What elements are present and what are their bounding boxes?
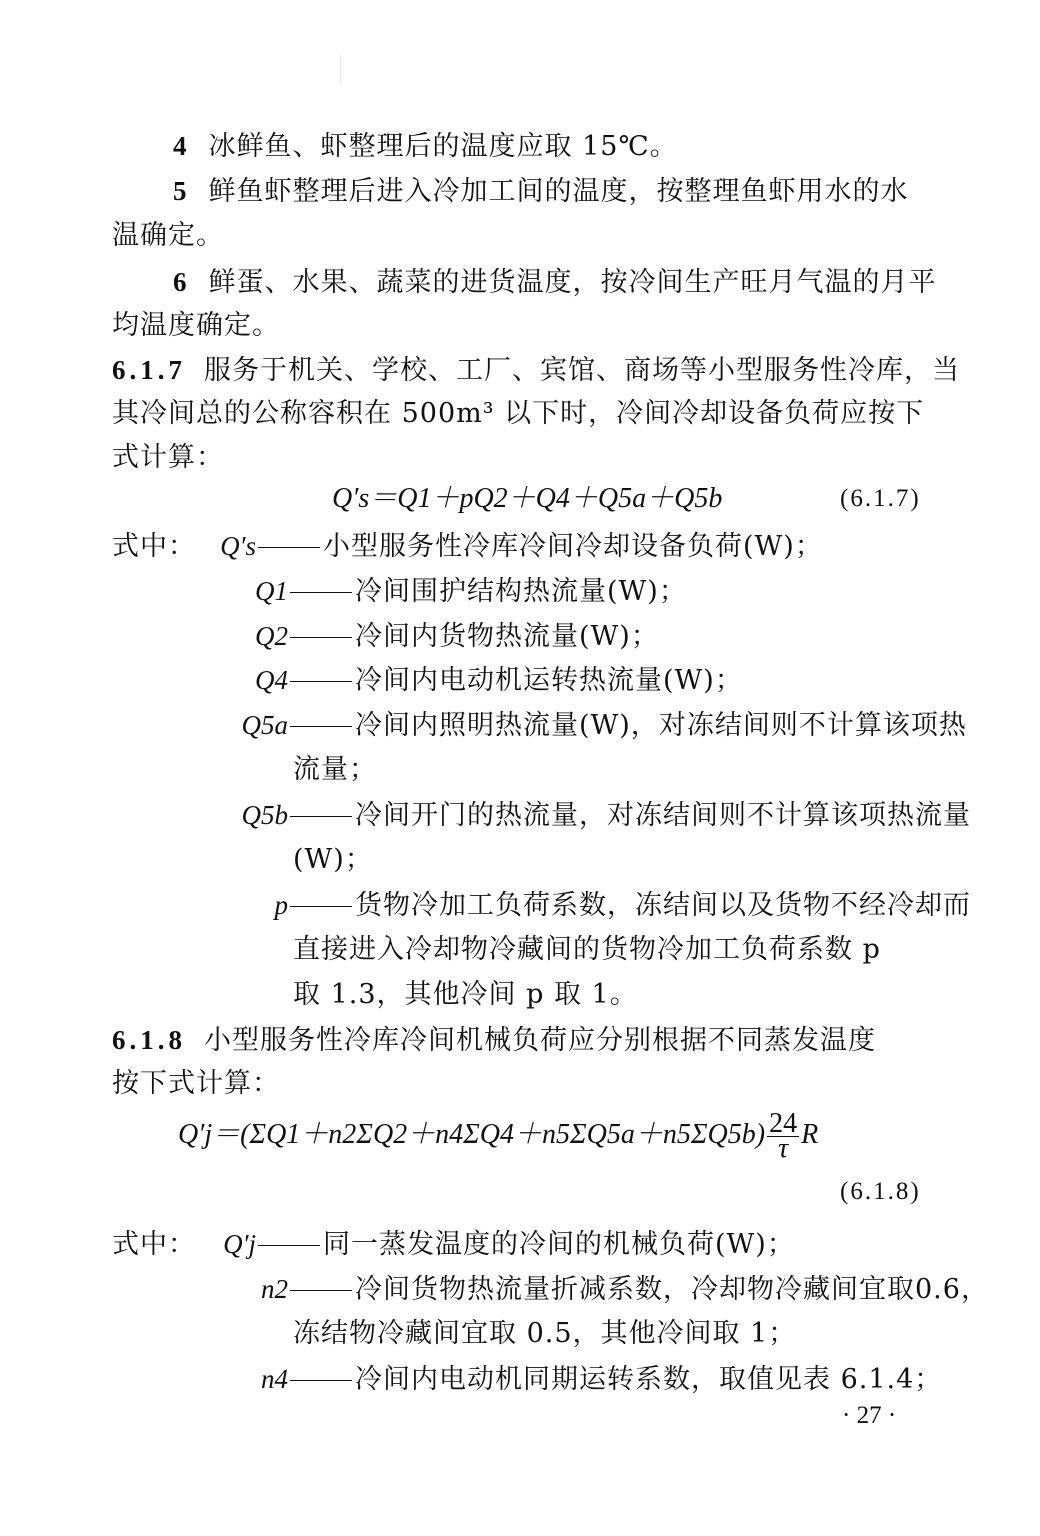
definition-text: 小型服务性冷库冷间冷却设备负荷(W)；	[323, 531, 823, 562]
item-text: 冰鲜鱼、虾整理后的温度应取 15℃。	[208, 131, 678, 162]
def-q2	[190, 618, 659, 655]
symbol: Q5b	[241, 800, 288, 830]
def-q-j	[112, 1226, 795, 1263]
definition-text: 冷间围护结构热流量(W)；	[355, 576, 687, 607]
symbol: Q1	[255, 576, 288, 606]
def-q5b-cont: (W)；	[293, 844, 373, 875]
where-label: 式中：	[112, 531, 196, 562]
definition-text: 同一蒸发温度的冷间的机械负荷(W)；	[323, 1229, 795, 1260]
symbol: p	[274, 890, 288, 920]
def-p-cont: 直接进入冷却物冷藏间的货物冷加工负荷系数 p	[293, 934, 881, 965]
em-dash	[290, 592, 352, 594]
section-617-line-1	[112, 352, 960, 389]
fraction	[767, 1108, 799, 1165]
em-dash	[258, 1245, 320, 1247]
def-q1	[190, 573, 687, 610]
definition-text: 冷间内照明热流量(W)，对冻结间则不计算该项热	[355, 710, 967, 741]
definition-text: 货物冷加工负荷系数，冻结间以及货物不经冷却而	[355, 890, 971, 921]
item-text: 鲜蛋、水果、蔬菜的进货温度，按冷间生产旺月气温的月平	[208, 267, 937, 298]
section-text: 小型服务性冷库冷间机械负荷应分别根据不同蒸发温度	[204, 1025, 876, 1056]
symbol: Q′s	[220, 531, 256, 561]
def-q5a-cont: 流量；	[293, 754, 377, 785]
item-5-line-1	[173, 173, 909, 210]
section-618-line-2: 按下式计算：	[112, 1068, 280, 1099]
section-617-line-2: 其冷间总的公称容积在 500m³ 以下时，冷间冷却设备负荷应按下	[112, 398, 925, 429]
em-dash	[290, 1290, 352, 1292]
definition-text: 冷间内电动机运转热流量(W)；	[355, 665, 743, 696]
def-q4	[190, 662, 743, 699]
item-6-line-1	[173, 264, 937, 301]
where-label: 式中：	[112, 1229, 196, 1260]
definition-text: 冷间货物热流量折减系数，冷却物冷藏间宜取0.6，	[355, 1274, 989, 1305]
formula-main: Q′j＝(ΣQ1＋n2ΣQ2＋n4ΣQ4＋n5ΣQ5a＋n5ΣQ5b)	[178, 1119, 766, 1150]
symbol: Q2	[255, 621, 288, 651]
symbol: Q4	[255, 665, 288, 695]
fraction-denominator: τ	[778, 1133, 789, 1165]
item-5-line-2: 温确定。	[112, 220, 224, 251]
fraction-numerator: 24	[769, 1108, 798, 1140]
item-6-line-2: 均温度确定。	[112, 310, 280, 341]
em-dash	[290, 681, 352, 683]
definition-text: 冷间内货物热流量(W)；	[355, 621, 659, 652]
equation-number: (6.1.8)	[840, 1178, 921, 1205]
em-dash	[290, 726, 352, 728]
symbol: Q′j	[223, 1229, 256, 1259]
em-dash	[290, 906, 352, 908]
symbol: n2	[261, 1274, 288, 1304]
def-q-s	[112, 528, 823, 565]
em-dash	[258, 547, 320, 549]
formula-tail: R	[801, 1119, 819, 1150]
def-n2	[190, 1271, 989, 1308]
em-dash	[290, 816, 352, 818]
section-number: 6.1.8	[112, 1025, 186, 1055]
item-text: 鲜鱼虾整理后进入冷加工间的温度，按整理鱼虾用水的水	[208, 176, 909, 207]
symbol: Q5a	[241, 710, 288, 740]
def-n2-cont: 冻结物冷藏间宜取 0.5，其他冷间取 1；	[293, 1318, 797, 1349]
item-4	[173, 128, 678, 165]
scan-artifact-line	[340, 55, 341, 85]
item-number: 5	[173, 176, 187, 206]
def-p-cont-2: 取 1.3，其他冷间 p 取 1。	[293, 979, 638, 1010]
section-number: 6.1.7	[112, 355, 186, 385]
def-p	[190, 887, 971, 924]
item-number: 4	[173, 131, 187, 161]
section-text: 服务于机关、学校、工厂、宾馆、商场等小型服务性冷库，当	[204, 355, 960, 386]
em-dash	[290, 637, 352, 639]
section-618-line-1	[112, 1022, 876, 1059]
def-q5b	[190, 797, 971, 834]
formula-6-1-8	[178, 1108, 819, 1165]
em-dash	[290, 1380, 352, 1382]
definition-text: 冷间开门的热流量，对冻结间则不计算该项热流量	[355, 800, 971, 831]
equation-number: (6.1.7)	[840, 485, 921, 512]
formula-6-1-7: Q′s＝Q1＋pQ2＋Q4＋Q5a＋Q5b	[332, 483, 723, 514]
item-number: 6	[173, 267, 187, 297]
definition-text: 冷间内电动机同期运转系数，取值见表 6.1.4；	[355, 1364, 943, 1395]
section-617-line-3: 式计算：	[112, 442, 224, 473]
def-q5a	[190, 707, 967, 744]
symbol: n4	[261, 1364, 288, 1394]
def-n4	[190, 1361, 942, 1398]
page-number: · 27 ·	[842, 1402, 897, 1429]
